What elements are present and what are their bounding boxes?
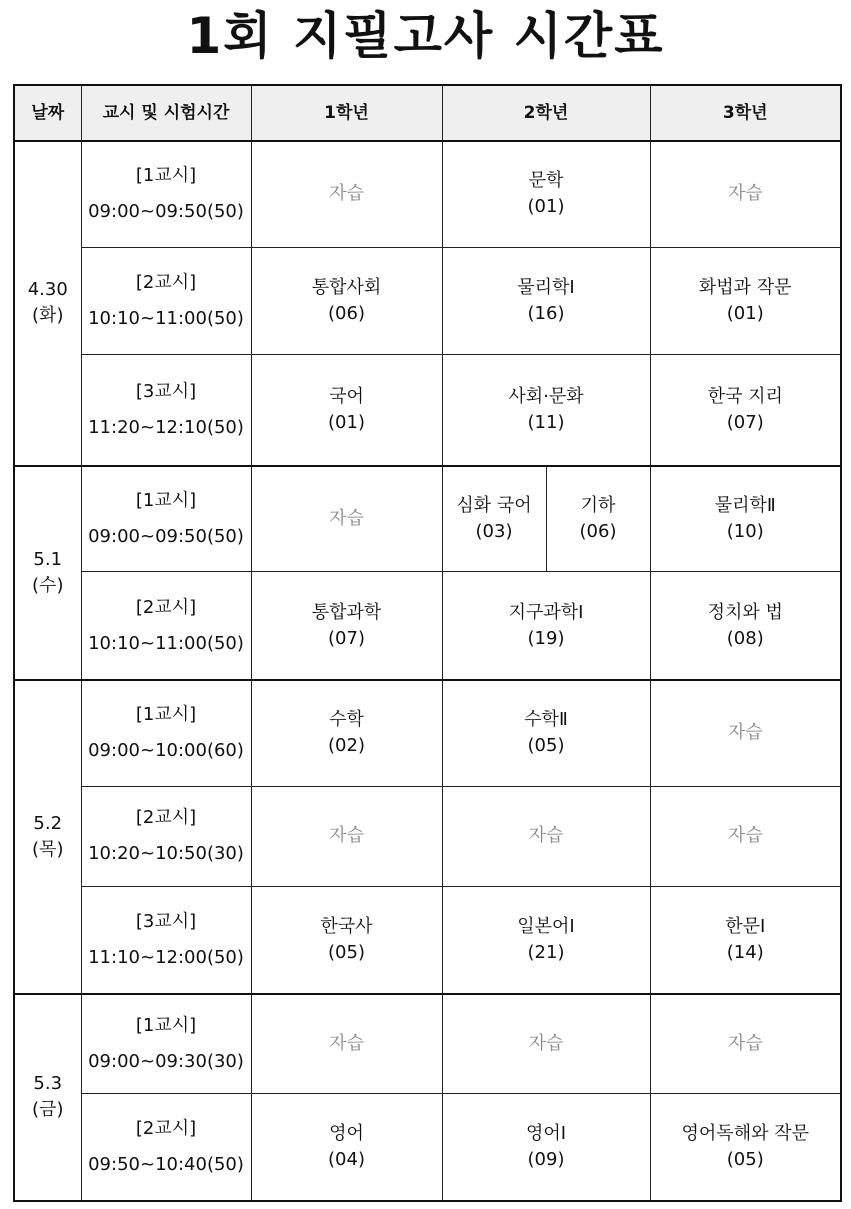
date-cell	[14, 141, 81, 466]
subject-code: (03)	[475, 520, 513, 542]
subject-code: (04)	[328, 1149, 365, 1171]
subject-code: (16)	[527, 302, 565, 324]
grade-3-cell	[650, 680, 841, 786]
grade-1-cell	[251, 994, 442, 1094]
period-cell	[81, 786, 251, 886]
header-grade-3: 3학년	[650, 85, 841, 141]
header-row	[14, 85, 841, 141]
grade-1-cell	[251, 886, 442, 993]
subject-name: 화법과 작문	[698, 276, 792, 298]
subject-name: 자습	[528, 1032, 564, 1054]
grade-2-cell	[442, 572, 650, 680]
table-row	[14, 141, 841, 247]
date-label: 5.2	[33, 812, 63, 834]
grade-3-cell	[650, 1094, 841, 1201]
subject-code: (01)	[726, 302, 764, 324]
grade-2-cell	[442, 1094, 650, 1201]
table-row	[14, 994, 841, 1094]
subject-code: (19)	[527, 627, 565, 649]
subject-code: (14)	[726, 941, 764, 963]
subject-code: (10)	[726, 520, 764, 542]
page-title: 1회 지필고사 시간표	[186, 7, 665, 65]
grade-2-cell	[442, 994, 650, 1094]
period-label: [1교시]	[135, 489, 197, 511]
period-time: 09:00~09:50(50)	[88, 201, 244, 223]
grade-3-cell	[650, 572, 841, 680]
subject-name: 국어	[329, 385, 364, 407]
table-row	[14, 786, 841, 886]
header-date: 날짜	[14, 85, 81, 141]
subject-code: (05)	[726, 1149, 764, 1171]
table-row	[14, 354, 841, 465]
grade-1-cell	[251, 466, 442, 572]
grade-3-cell	[650, 466, 841, 572]
subject-name: 영어Ⅰ	[525, 1123, 567, 1145]
grade-1-cell	[251, 247, 442, 354]
subject-name: 수학Ⅱ	[524, 709, 568, 731]
subject-name: 일본어Ⅰ	[517, 915, 575, 937]
grade-3-cell	[650, 247, 841, 354]
table-row	[14, 247, 841, 354]
grade-3-cell	[650, 886, 841, 993]
date-cell	[14, 994, 81, 1201]
subject-name: 심화 국어	[456, 494, 532, 516]
subject-name: 문학	[528, 170, 564, 192]
subject-name: 영어	[329, 1123, 364, 1145]
subject-name: 한국 지리	[707, 385, 783, 407]
grade-2-cell-b	[546, 466, 650, 572]
grade-3-cell	[650, 786, 841, 886]
subject-code: (21)	[527, 941, 565, 963]
weekday-label: (목)	[32, 838, 64, 860]
subject-name: 자습	[329, 825, 364, 847]
date-cell	[14, 466, 81, 680]
grade-1-cell	[251, 354, 442, 465]
grade-3-cell	[650, 141, 841, 247]
subject-code: (11)	[527, 411, 565, 433]
period-label: [2교시]	[135, 596, 197, 618]
period-time: 11:20~12:10(50)	[88, 416, 244, 438]
grade-1-cell	[251, 141, 442, 247]
period-cell	[81, 354, 251, 465]
header-grade-1: 1학년	[251, 85, 442, 141]
grade-2-cell-a	[442, 466, 546, 572]
table-row	[14, 572, 841, 680]
period-time: 11:10~12:00(50)	[88, 946, 244, 968]
exam-schedule-table	[13, 84, 842, 1202]
subject-name: 사회·문화	[508, 385, 584, 407]
period-time: 09:00~09:50(50)	[88, 525, 244, 547]
grade-2-cell	[442, 247, 650, 354]
table-row	[14, 680, 841, 786]
subject-code: (08)	[726, 627, 764, 649]
subject-name: 자습	[727, 183, 763, 205]
subject-name: 한문Ⅰ	[725, 915, 766, 937]
subject-name: 정치와 법	[707, 601, 783, 623]
period-time: 09:00~10:00(60)	[88, 740, 244, 762]
weekday-label: (금)	[32, 1099, 64, 1121]
subject-name: 물리학Ⅱ	[714, 494, 776, 516]
period-label: [3교시]	[135, 910, 197, 932]
period-cell	[81, 466, 251, 572]
period-cell	[81, 1094, 251, 1201]
subject-name: 지구과학Ⅰ	[508, 601, 584, 623]
period-label: [1교시]	[135, 704, 197, 726]
period-label: [2교시]	[135, 1118, 197, 1140]
grade-2-cell	[442, 886, 650, 993]
header-period: 교시 및 시험시간	[81, 85, 251, 141]
period-time: 10:10~11:00(50)	[88, 307, 244, 329]
subject-code: (02)	[328, 735, 365, 757]
period-label: [2교시]	[135, 271, 197, 293]
period-label: [3교시]	[135, 380, 197, 402]
subject-name: 물리학Ⅰ	[517, 276, 575, 298]
subject-name: 자습	[727, 722, 763, 744]
table-row	[14, 466, 841, 572]
grade-1-cell	[251, 786, 442, 886]
grade-3-cell	[650, 994, 841, 1094]
period-time: 10:10~11:00(50)	[88, 632, 244, 654]
grade-1-cell	[251, 572, 442, 680]
grade-1-cell	[251, 1094, 442, 1201]
period-cell	[81, 247, 251, 354]
header-grade-2: 2학년	[442, 85, 650, 141]
period-label: [1교시]	[135, 1014, 197, 1036]
subject-name: 기하	[580, 494, 616, 516]
subject-code: (06)	[579, 520, 617, 542]
subject-code: (01)	[328, 411, 365, 433]
grade-2-cell	[442, 141, 650, 247]
subject-name: 자습	[329, 183, 364, 205]
period-cell	[81, 994, 251, 1094]
grade-2-cell	[442, 680, 650, 786]
period-cell	[81, 886, 251, 993]
grade-2-cell	[442, 354, 650, 465]
period-cell	[81, 572, 251, 680]
subject-code: (07)	[726, 411, 764, 433]
subject-name: 자습	[727, 1032, 763, 1054]
subject-name: 자습	[329, 507, 364, 529]
period-label: [1교시]	[135, 165, 197, 187]
date-label: 5.1	[33, 548, 63, 570]
subject-name: 한국사	[320, 915, 373, 937]
date-label: 4.30	[27, 279, 68, 301]
subject-name: 영어독해와 작문	[681, 1123, 809, 1145]
date-cell	[14, 680, 81, 994]
period-cell	[81, 680, 251, 786]
period-time: 09:00~09:30(30)	[88, 1050, 244, 1072]
subject-name: 자습	[727, 825, 763, 847]
date-label: 5.3	[33, 1073, 63, 1095]
subject-name: 수학	[329, 709, 364, 731]
grade-1-cell	[251, 680, 442, 786]
subject-code: (05)	[527, 735, 565, 757]
subject-code: (07)	[328, 627, 365, 649]
subject-name: 자습	[528, 825, 564, 847]
subject-code: (01)	[527, 196, 565, 218]
period-time: 09:50~10:40(50)	[88, 1154, 244, 1176]
weekday-label: (수)	[32, 574, 64, 596]
grade-3-cell	[650, 354, 841, 465]
subject-name: 통합과학	[311, 601, 382, 623]
weekday-label: (화)	[32, 305, 64, 327]
subject-name: 통합사회	[311, 276, 382, 298]
subject-code: (09)	[527, 1149, 565, 1171]
table-row	[14, 1094, 841, 1201]
period-label: [2교시]	[135, 807, 197, 829]
subject-code: (05)	[328, 941, 365, 963]
period-cell	[81, 141, 251, 247]
subject-name: 자습	[329, 1032, 364, 1054]
grade-2-cell	[442, 786, 650, 886]
period-time: 10:20~10:50(30)	[88, 843, 244, 865]
subject-code: (06)	[328, 302, 365, 324]
table-row	[14, 886, 841, 993]
